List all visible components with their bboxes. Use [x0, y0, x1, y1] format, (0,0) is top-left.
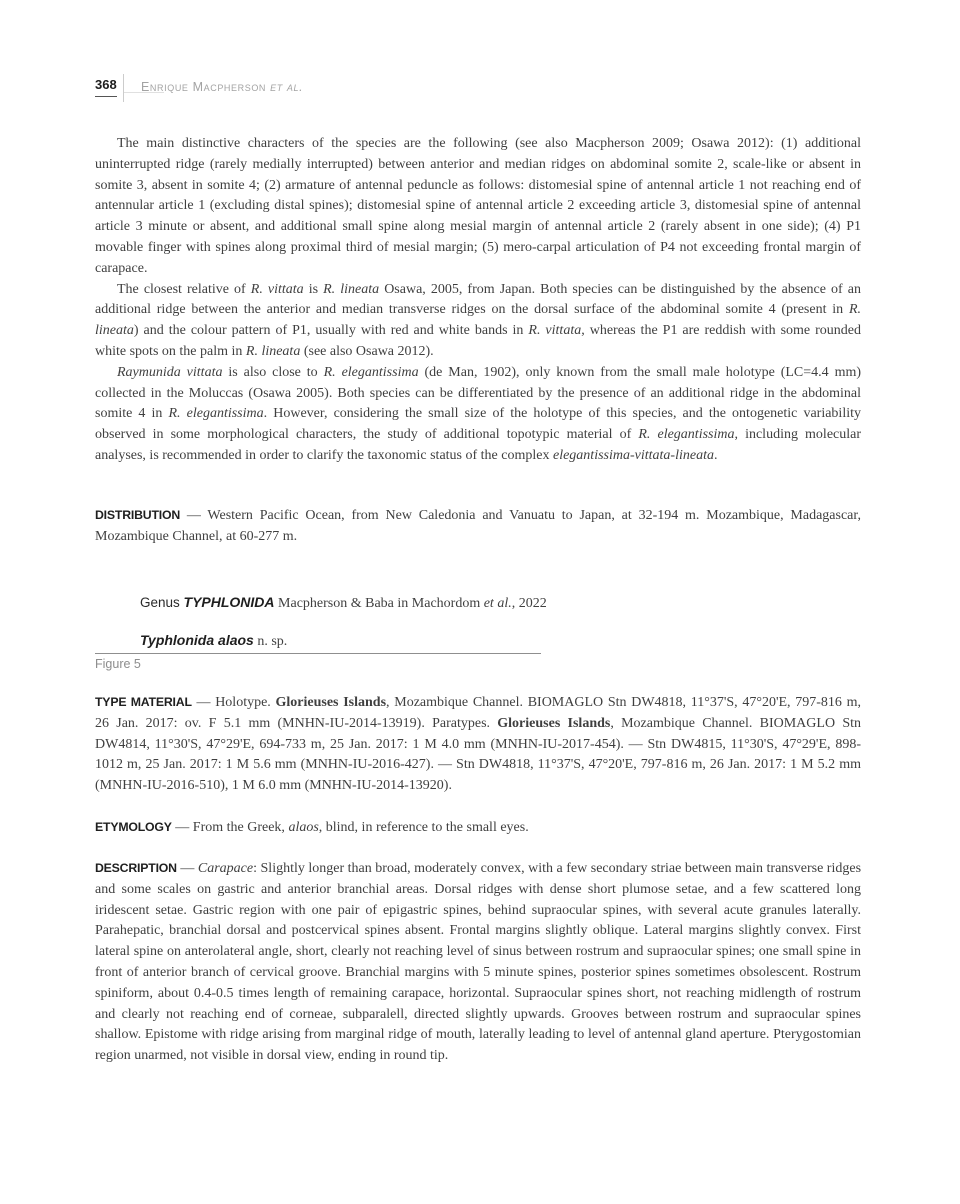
text-run: , Mozambique Channel. BIOMAGLO Stn DW4818, 11°37'S, 47°20'E, 797-816 m, 26 Jan. 2017: ov. F 5.1 mm (MNHN-IU-2014-13919). Paratypes.	[95, 695, 862, 731]
type-material-section	[95, 692, 861, 797]
text-run: ) and the colour pattern of P1, usually with red and white bands in	[133, 323, 529, 339]
text-run: n. sp.	[253, 634, 288, 649]
text-run: R. lineata	[323, 281, 380, 297]
etymology-section	[95, 817, 861, 839]
paragraph-elegantissima-comparison	[95, 363, 861, 467]
text-run: et al.	[483, 596, 512, 611]
figure-reference: Figure 5	[95, 657, 141, 671]
text-run: The main distinctive characters of the species are the following (see also Macpherson 2009; Osawa 2012): (1) additional uninterrupted ridge (rarely medially interrupted) between anterior and median ridges on abdominal somite 2, scale-like or absent in somite 3, absent in somite 4; (2) armature of antennal peduncle as follows: distomesial spine of antennal article 1 not reaching end of antennular article 1 (excluding distal spines); distomesial spine of antennal article 2 exceeding article 3, distomesial spine of antennal article 3 minute or absent, and additional small spine along mesial margin of antennal article 2 (rarely absent in one side); (4) P1 movable finger with spines along proximal third of mesial margin; (5) mero-carpal articulation of P4 not exceeding frontal margin of carapace.	[95, 136, 861, 276]
text-run: Macpherson & Baba in Machordom	[274, 596, 484, 611]
page-number: 368	[95, 77, 117, 97]
text-run: , including molecular analyses, is recommended in order to clarify the taxonomic status of the complex	[95, 427, 862, 463]
text-run: (de Man, 1902), only known from the small male holotype (LC=4.4 mm) collected in the Moluccas (Osawa 2005). Both species can be differentiated by the presence of an additional ridge in the abdominal somite 4 in	[95, 364, 862, 422]
text-run: R. vittata	[528, 323, 582, 339]
paragraph-closest-relative	[95, 280, 861, 363]
running-head	[141, 80, 303, 94]
text-run: et al.	[270, 80, 304, 94]
text-run: is	[303, 281, 324, 297]
text-run: is also close to	[222, 364, 324, 380]
remarks-section	[95, 134, 861, 467]
paragraph-type-material	[95, 692, 861, 797]
text-run: — Holotype.	[191, 695, 276, 710]
text-run: alaos	[288, 820, 319, 835]
text-run: Raymunida vittata	[117, 364, 223, 380]
text-run: R. vittata	[250, 281, 304, 297]
text-run: . However, considering the small size of the holotype of this species, and the ontogenetic variability observed in some morphological characters, the study of additional topotypic material of	[95, 406, 861, 443]
text-run: TYPE MATERIAL	[95, 695, 192, 709]
text-run: Genus	[140, 595, 184, 610]
text-run: Glorieuses Islands	[497, 715, 611, 731]
genus-heading-text	[140, 592, 861, 615]
paragraph-etymology	[95, 817, 861, 839]
paragraph-distribution	[95, 505, 861, 548]
text-run: , 2022	[511, 596, 547, 611]
species-heading	[95, 630, 861, 653]
text-run: Glorieuses Islands	[275, 695, 387, 710]
text-run: elegantissima-vittata-lineata	[552, 447, 714, 463]
text-run: .	[713, 447, 718, 463]
text-run: TYPHLONIDA	[183, 594, 275, 610]
description-section	[95, 858, 861, 1067]
paragraph-description	[95, 858, 861, 1067]
header-divider	[123, 74, 124, 102]
text-run: DISTRIBUTION	[95, 508, 181, 522]
text-run: R. elegantissima	[168, 406, 264, 422]
text-run: ETYMOLOGY	[95, 820, 172, 834]
paragraph-distinctive-characters	[95, 134, 861, 280]
species-separator-rule	[95, 653, 541, 654]
text-run: Carapace	[197, 861, 254, 876]
text-run: R. lineata	[95, 302, 861, 339]
text-run: DESCRIPTION	[95, 861, 177, 875]
text-run: Enrique Macpherson	[141, 80, 271, 94]
text-run: — Western Pacific Ocean, from New Caledonia and Vanuatu to Japan, at 32-194 m. Mozambique, Madagascar, Mozambique Channel, at 60-277 m.	[95, 508, 861, 544]
distribution-section	[95, 505, 861, 548]
text-run: , whereas the P1 are reddish with some rounded white spots on the palm in	[95, 323, 862, 359]
text-run: R. lineata	[245, 343, 301, 359]
text-run: , Mozambique Channel. BIOMAGLO Stn DW4814, 11°30'S, 47°29'E, 694-733 m, 25 Jan. 2017: 1 M 4.0 mm (MNHN-IU-2017-454). — Stn DW4815, 11°30'S, 47°29'E, 898-1012 m, 25 Jan. 2017: 1 M 5.6 mm (MNHN-IU-2016-427). — Stn DW4818, 11°37'S, 47°20'E, 797-816 m, 26 Jan. 2017: 1 M 5.2 mm (MNHN-IU-2016-510), 1 M 6.0 mm (MNHN-IU-2014-13920).	[95, 715, 861, 794]
text-run: —	[176, 861, 198, 876]
text-run: R. elegantissima	[638, 427, 735, 443]
text-run: : Slightly longer than broad, moderately convex, with a few secondary striae between main transverse ridges and some scales on gastric and anterior branchial areas. Dorsal ridges with dense short plumose setae, and a few scattered long iridescent setae. Gastric region with one pair of epigastric spines, behind supraocular spines, with several acute granules laterally. Parahepatic, branchial dorsal and postcervical spines absent. Frontal margins slightly oblique. Lateral margins slightly convex. First lateral spine on anterolateral angle, short, clearly not reaching level of sinus between rostrum and supraocular spines; one small spine in front of anterior branch of cervical groove. Branchial margins with 5 minute spines, posterior spines sometimes obsolescent. Rostrum spiniform, about 0.4-0.5 times length of remaining carapace, horizontal. Supraocular spines short, not reaching midlength of rostrum and clearly not reaching end of corneae, subparalell, directed slightly upwards. Grooves between rostrum and supraocular spines shallow. Epistome with ridge arising from marginal ridge of mouth, laterally leading to level of antennal gland aperture. Pterygostomian region unarmed, not visible in dorsal view, ending in round tip.	[95, 861, 862, 1064]
text-run: (see also Osawa 2012).	[300, 343, 434, 359]
text-run: — From the Greek,	[171, 820, 289, 835]
text-run: R. elegantissima	[323, 364, 419, 380]
text-run: , blind, in reference to the small eyes.	[318, 820, 529, 835]
text-run: The closest relative of	[117, 281, 251, 297]
text-run: Typhlonida alaos	[140, 632, 254, 648]
text-run: Osawa, 2005, from Japan. Both species can be distinguished by the absence of an additional ridge between the anterior and median transverse ridges on the dorsal surface of the abdominal somite 4 (present in	[95, 281, 861, 318]
species-heading-text	[140, 630, 861, 653]
genus-heading	[95, 592, 861, 615]
